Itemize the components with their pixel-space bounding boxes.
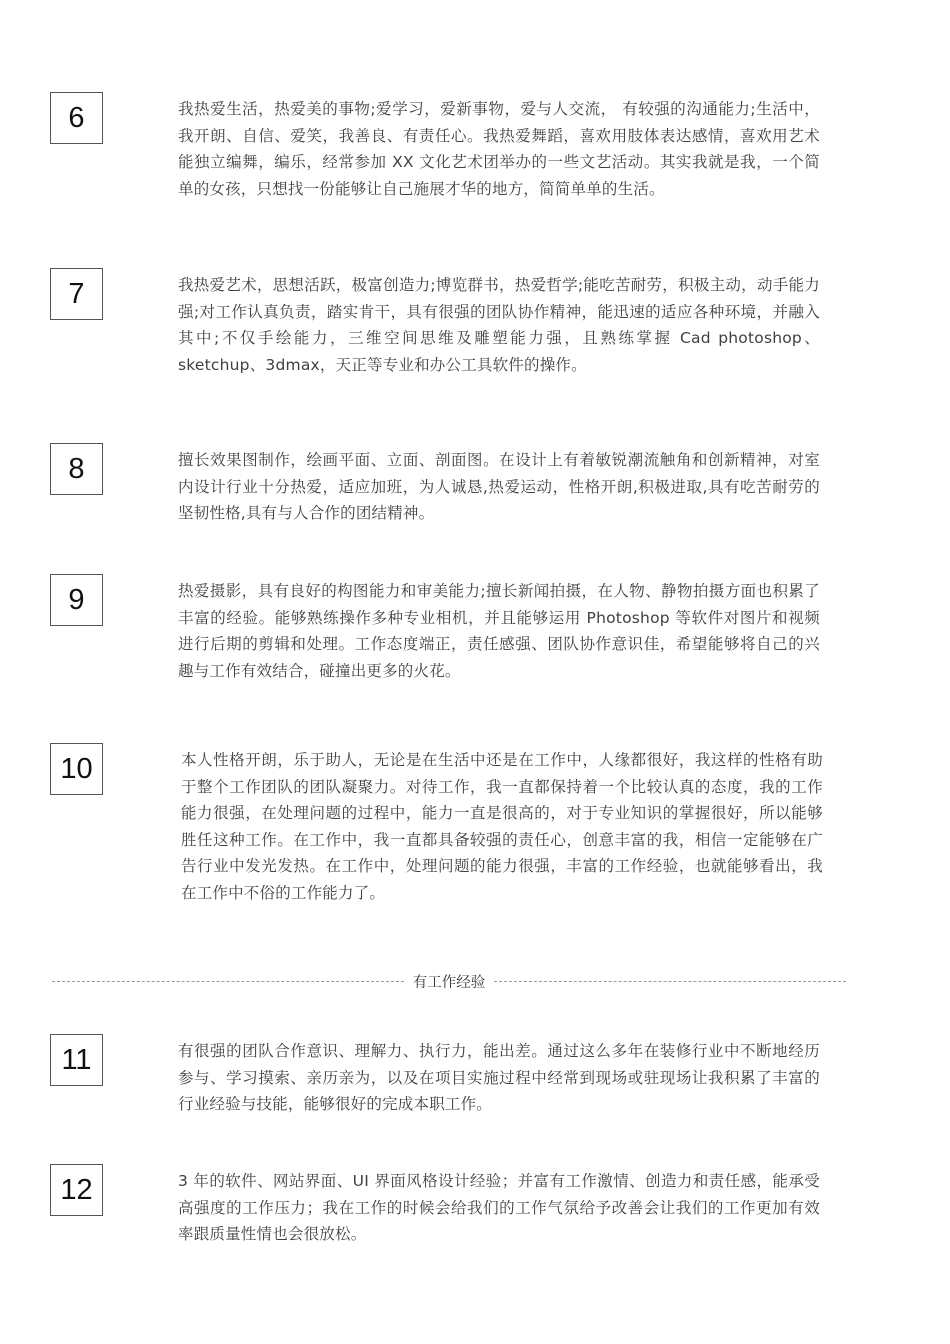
section-divider [52,970,846,992]
entry-text: 热爱摄影，具有良好的构图能力和审美能力;擅长新闻拍摄，在人物、静物拍摄方面也积累了丰富的经验。能够熟练操作多种专业相机，并且能够运用 Photoshop 等软件对图片和视频进行后期的剪辑和处理。工作态度端正，责任感强、团队协作意识佳，希望能够将自己的兴趣与工作有效结合，碰撞出更多的火花。 [178,582,820,680]
entry-number-box: 7 [50,268,103,320]
entry-number-box: 12 [50,1164,103,1216]
entry-number-box: 8 [50,443,103,495]
entry-text: 有很强的团队合作意识、理解力、执行力，能出差。通过这么多年在装修行业中不断地经历参与、学习摸索、亲历亲为，以及在项目实施过程中经常到现场或驻现场让我积累了丰富的行业经验与技能，能够很好的完成本职工作。 [178,1042,820,1113]
divider-line-right [494,981,846,982]
entry-number-box: 9 [50,574,103,626]
entry-number-box: 10 [50,743,103,795]
divider-line-left [52,981,404,982]
entry-number-box: 6 [50,92,103,144]
entry-text: 3 年的软件、网站界面、UI 界面风格设计经验；并富有工作激情、创造力和责任感，能承受高强度的工作压力；我在工作的时候会给我们的工作气氛给予改善会让我们的工作更加有效率跟质量性情也会很放松。 [178,1172,820,1243]
entry-text: 我热爱艺术，思想活跃，极富创造力;博览群书，热爱哲学;能吃苦耐劳，积极主动，动手能力强;对工作认真负责，踏实肯干，具有很强的团队协作精神，能迅速的适应各种环境，并融入其中;不仅手绘能力，三维空间思维及雕塑能力强，且熟练掌握 Cad photoshop、sketchup、3dmax，天正等专业和办公工具软件的操作。 [178,276,820,374]
entry-text: 我热爱生活，热爱美的事物;爱学习，爱新事物，爱与人交流， 有较强的沟通能力;生活中，我开朗、自信、爱笑，我善良、有责任心。我热爱舞蹈，喜欢用肢体表达感情，喜欢用艺术能独立编舞，编乐，经常参加 XX 文化艺术团举办的一些文艺活动。其实我就是我，一个简单的女孩，只想找一份能够让自己施展才华的地方，简简单单的生活。 [178,100,820,198]
entry-number-box: 11 [50,1034,103,1086]
entry-text: 擅长效果图制作，绘画平面、立面、剖面图。在设计上有着敏锐潮流触角和创新精神，对室内设计行业十分热爱，适应加班，为人诚恳,热爱运动，性格开朗,积极进取,具有吃苦耐劳的坚韧性格,具有与人合作的团结精神。 [178,451,820,522]
section-divider-label: 有工作经验 [412,974,486,991]
entry-text: 本人性格开朗，乐于助人，无论是在生活中还是在工作中，人缘都很好，我这样的性格有助于整个工作团队的团队凝聚力。对待工作，我一直都保持着一个比较认真的态度，我的工作能力很强，在处理问题的过程中，能力一直是很高的，对于专业知识的掌握很好，所以能够胜任这种工作。在工作中，我一直都具备较强的责任心，创意丰富的我，相信一定能够在广告行业中发光发热。在工作中，处理问题的能力很强，丰富的工作经验，也就能够看出，我在工作中不俗的工作能力了。 [181,751,823,902]
